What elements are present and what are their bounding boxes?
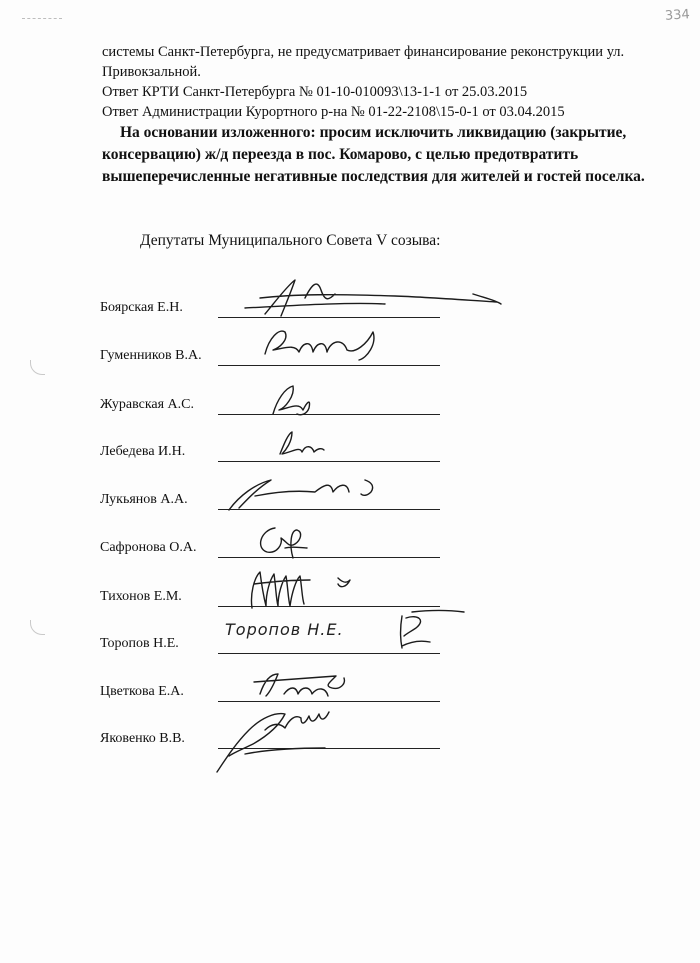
handwritten-signature (255, 318, 395, 368)
signatory-name: Лебедева И.Н. (100, 444, 186, 459)
scan-mark (22, 18, 62, 22)
signatory-name: Лукьянов А.А. (100, 492, 188, 507)
handwritten-signature (265, 380, 325, 420)
handwritten-signature (330, 606, 470, 652)
handwritten-signature (270, 424, 330, 460)
signatory-name: Тихонов Е.М. (100, 589, 182, 604)
intro-line: Ответ Администрации Курортного р-на № 01-22-2108\15-0-1 от 03.04.2015 (102, 104, 565, 120)
signatory-name: Боярская Е.Н. (100, 300, 183, 315)
handwritten-signature (215, 470, 385, 516)
signatory-name: Гуменников В.А. (100, 348, 202, 363)
signatory-name: Яковенко В.В. (100, 731, 185, 746)
deputies-heading: Депутаты Муниципального Совета V созыва: (140, 232, 441, 249)
signature-line (218, 414, 440, 415)
intro-text (102, 42, 662, 122)
signatory-name: Сафронова О.А. (100, 540, 197, 555)
signatory-name: Торопов Н.Е. (100, 636, 179, 651)
scan-mark (30, 620, 45, 635)
signatory-name: Журавская А.С. (100, 397, 195, 412)
scan-mark (30, 360, 45, 375)
signature-line (218, 461, 440, 462)
handwritten-signature (205, 700, 355, 780)
intro-line: системы Санкт-Петербурга, не предусматривает финансирование реконструкции ул. Привокзальной. (102, 44, 625, 80)
signatory-name: Цветкова Е.А. (100, 684, 184, 699)
signature-line (218, 653, 440, 654)
page-number-mark: 334 (664, 7, 691, 24)
intro-line: Ответ КРТИ Санкт-Петербурга № 01-10-010093\13-1-1 от 25.03.2015 (102, 84, 528, 100)
request-paragraph: На основании изложенного: просим исключить ликвидацию (закрытие, консервацию) ж/д переезда в пос. Комарово, с целью предотвратить вышеперечисленные негативные последствия для жителей и гостей поселка. (102, 124, 645, 185)
handwritten-name: Торопов Н.Е. (225, 620, 344, 639)
